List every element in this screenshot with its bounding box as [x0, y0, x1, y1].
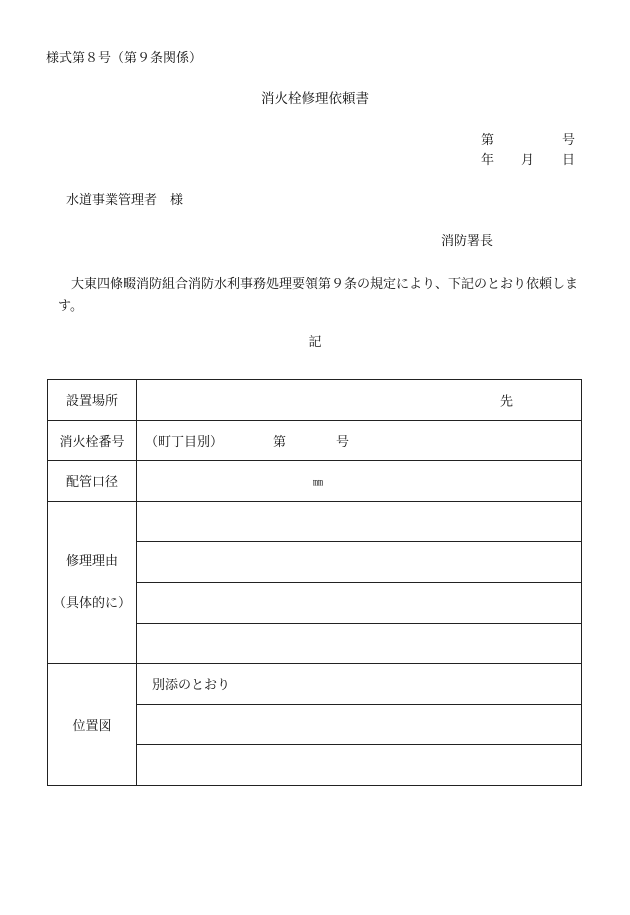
- reason-label-main: 修理理由: [65, 553, 118, 569]
- sender: 消防署長: [441, 234, 494, 249]
- map-label: 位置図: [48, 664, 137, 786]
- map-line[interactable]: [137, 664, 582, 705]
- location-suffix: 先: [500, 394, 514, 410]
- reason-label: [48, 501, 137, 663]
- hydrant-number-prefix: 第: [273, 434, 287, 450]
- map-line[interactable]: [137, 704, 582, 745]
- document-title: 消火栓修理依頼書: [261, 91, 369, 107]
- reason-line[interactable]: [137, 582, 582, 623]
- hydrant-cell[interactable]: [137, 420, 582, 461]
- ki-label: 記: [308, 335, 322, 350]
- hydrant-number-suffix: 号: [336, 434, 350, 450]
- map-line[interactable]: [137, 745, 582, 786]
- date-year-label: 年: [481, 153, 495, 168]
- request-details-table: [47, 379, 582, 786]
- pipe-unit: ㎜: [313, 477, 323, 489]
- hydrant-row: [48, 420, 582, 461]
- location-cell[interactable]: [137, 380, 582, 421]
- map-row: [48, 664, 582, 705]
- date-month-label: 月: [521, 153, 535, 168]
- hydrant-label: 消火栓番号: [48, 420, 137, 461]
- document-number-prefix: 第: [481, 133, 495, 148]
- hydrant-area-label: （町丁目別）: [145, 434, 224, 450]
- date-day-label: 日: [562, 153, 576, 168]
- reason-line[interactable]: [137, 623, 582, 664]
- form-number: 様式第８号（第９条関係）: [46, 51, 203, 66]
- reason-label-sub: （具体的に）: [52, 595, 131, 611]
- pipe-row: [48, 461, 582, 502]
- location-row: [48, 380, 582, 421]
- map-note: 別添のとおり: [152, 678, 231, 694]
- reason-row: [48, 501, 582, 542]
- body-text: 大東四條畷消防組合消防水利事務処理要領第９条の規定により、下記のとおり依頼します。: [58, 277, 579, 314]
- document-number-suffix: 号: [562, 133, 576, 148]
- reason-line[interactable]: [137, 501, 582, 542]
- addressee: 水道事業管理者 様: [66, 193, 184, 208]
- pipe-cell[interactable]: [137, 461, 582, 502]
- reason-line[interactable]: [137, 542, 582, 583]
- location-label: 設置場所: [48, 380, 137, 421]
- pipe-label: 配管口径: [48, 461, 137, 502]
